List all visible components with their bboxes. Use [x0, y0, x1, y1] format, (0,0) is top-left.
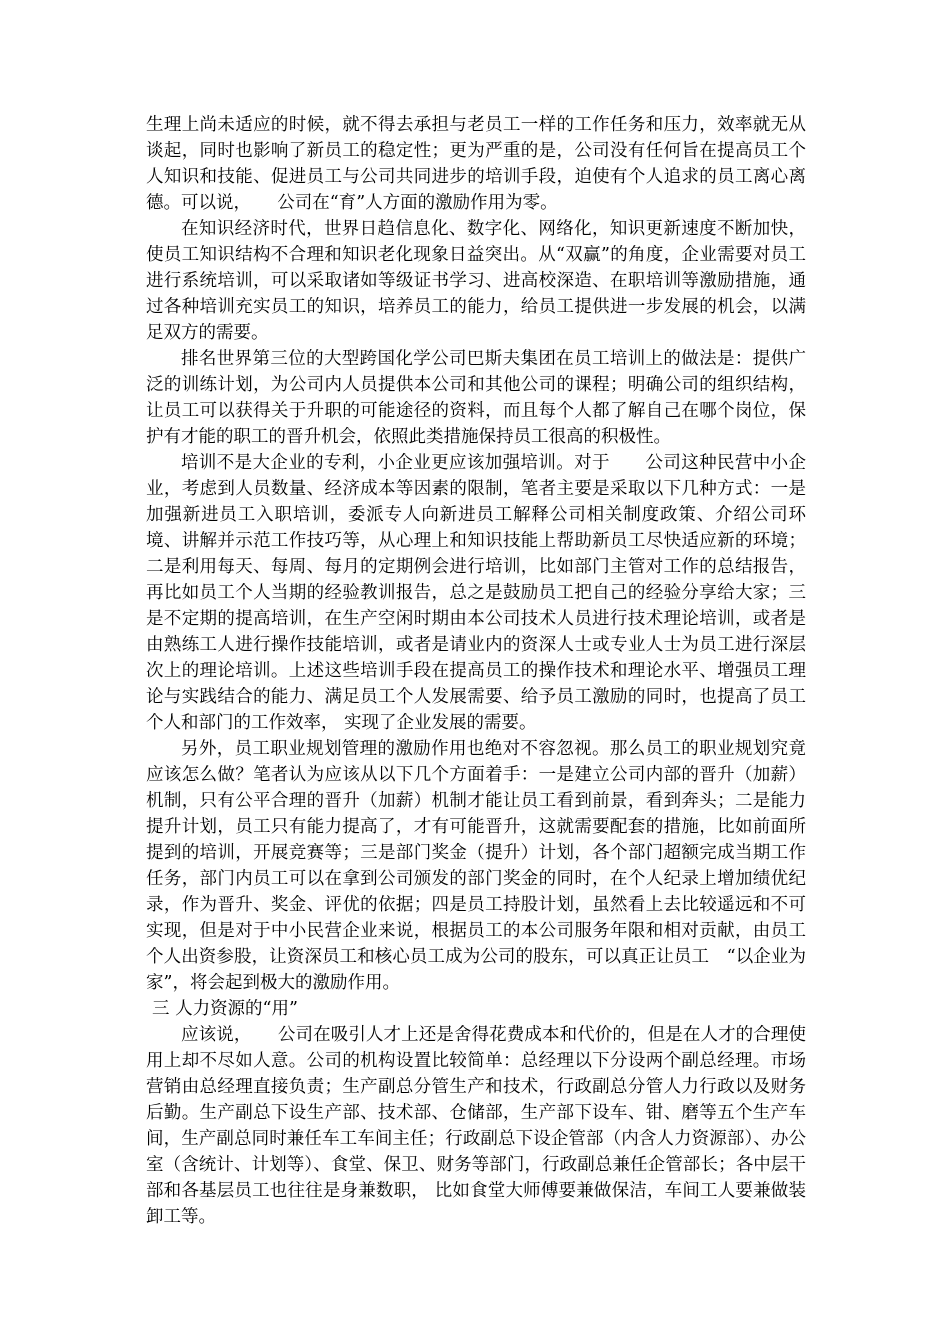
paragraph-career-planning: 另外，员工职业规划管理的激励作用也绝对不容忽视。那么员工的职业规划究竟应该怎么做？笔者认为应该从以下几个方面着手：一是建立公司内部的晋升（加薪）机制，只有公平合理的晋升（加薪）机制才能让员工看到前景，看到奔头；二是能力提升计划，员工只有能力提高了，才有可能晋升，这就需要配套的措施，比如前面所提到的培训，开展竞赛等；三是部门奖金（提升）计划，各个部门超额完成当期工作任务，部门内员工可以在拿到公司颁发的部门奖金的同时，在个人纪录上增加绩优纪录，作为晋升、奖金、评优的依据；四是员工持股计划，虽然看上去比较遥远和不可实现，但是对于中小民营企业来说，根据员工的本公司服务年限和相对贡献，由员工个人出资参股，让资深员工和核心员工成为公司的股东，可以真正让员工 “以企业为家”，将会起到极大的激励作用。 — [146, 739, 806, 993]
document-page — [146, 112, 806, 1230]
paragraph-knowledge-economy: 在知识经济时代，世界日趋信息化、数字化、网络化，知识更新速度不断加快，使员工知识结构不合理和知识老化现象日益突出。从“双赢”的角度，企业需要对员工进行系统培训，可以采取诸如等级证书学习、进高校深造、在职培训等激励措施，通过各种培训充实员工的知识，培养员工的能力，给员工提供进一步发展的机会，以满足双方的需要。 — [146, 219, 806, 343]
paragraph-small-business-training: 培训不是大企业的专利，小企业更应该加强培训。对于 公司这种民营中小企业，考虑到人员数量、经济成本等因素的限制，笔者主要是采取以下几种方式：一是加强新进员工入职培训，委派专人向新进员工解释公司相关制度政策、介绍公司环境、讲解并示范工作技巧等，从心理上和知识技能上帮助新员工尽快适应新的环境；二是利用每天、每周、每月的定期例会进行培训，比如部门主管对工作的总结报告，再比如员工个人当期的经验教训报告，总之是鼓励员工把自己的经验分享给大家；三是不定期的提高培训，在生产空闲时期由本公司技术人员进行技术理论培训，或者是由熟练工人进行操作技能培训，或者是请业内的资深人士或专业人士为员工进行深层次上的理论培训。上述这些培训手段在提高员工的操作技术和理论水平、增强员工理论与实践结合的能力、满足员工个人发展需要、给予员工激励的同时，也提高了员工个人和部门的工作效率， 实现了企业发展的需要。 — [146, 453, 806, 733]
paragraph-training-context: 生理上尚未适应的时候，就不得去承担与老员工一样的工作任务和压力，效率就无从谈起，同时也影响了新员工的稳定性；更为严重的是，公司没有任何旨在提高员工个人知识和技能、促进员工与公司共同进步的培训手段，迫使有个人追求的员工离心离德。可以说， 公司在“育”人方面的激励作用为零。 — [146, 115, 806, 213]
paragraph-basf-example: 排名世界第三位的大型跨国化学公司巴斯夫集团在员工培训上的做法是：提供广泛的训练计划，为公司内人员提供本公司和其他公司的课程；明确公司的组织结构，让员工可以获得关于升职的可能途径的资料，而且每个人都了解自己在哪个岗位，保护有才能的职工的晋升机会，依照此类措施保持员工很高的积极性。 — [146, 349, 806, 447]
paragraph-talent-usage: 应该说， 公司在吸引人才上还是舍得花费成本和代价的，但是在人才的合理使用上却不尽如人意。公司的机构设置比较简单：总经理以下分设两个副总经理。市场营销由总经理直接负责；生产副总分管生产和技术，行政副总分管人力行政以及财务后勤。生产副总下设生产部、技术部、仓储部，生产部下设车、钳、磨等五个生产车间，生产副总同时兼任车工车间主任；行政副总下设企管部（内含人力资源部）、办公室（含统计、计划等）、食堂、保卫、财务等部门，行政副总兼任企管部长；各中层干部和各基层员工也往往是身兼数职， 比如食堂大师傅要兼做保洁，车间工人要兼做装卸工等。 — [146, 1025, 806, 1227]
section-heading: 三 人力资源的“用” — [152, 999, 298, 1019]
